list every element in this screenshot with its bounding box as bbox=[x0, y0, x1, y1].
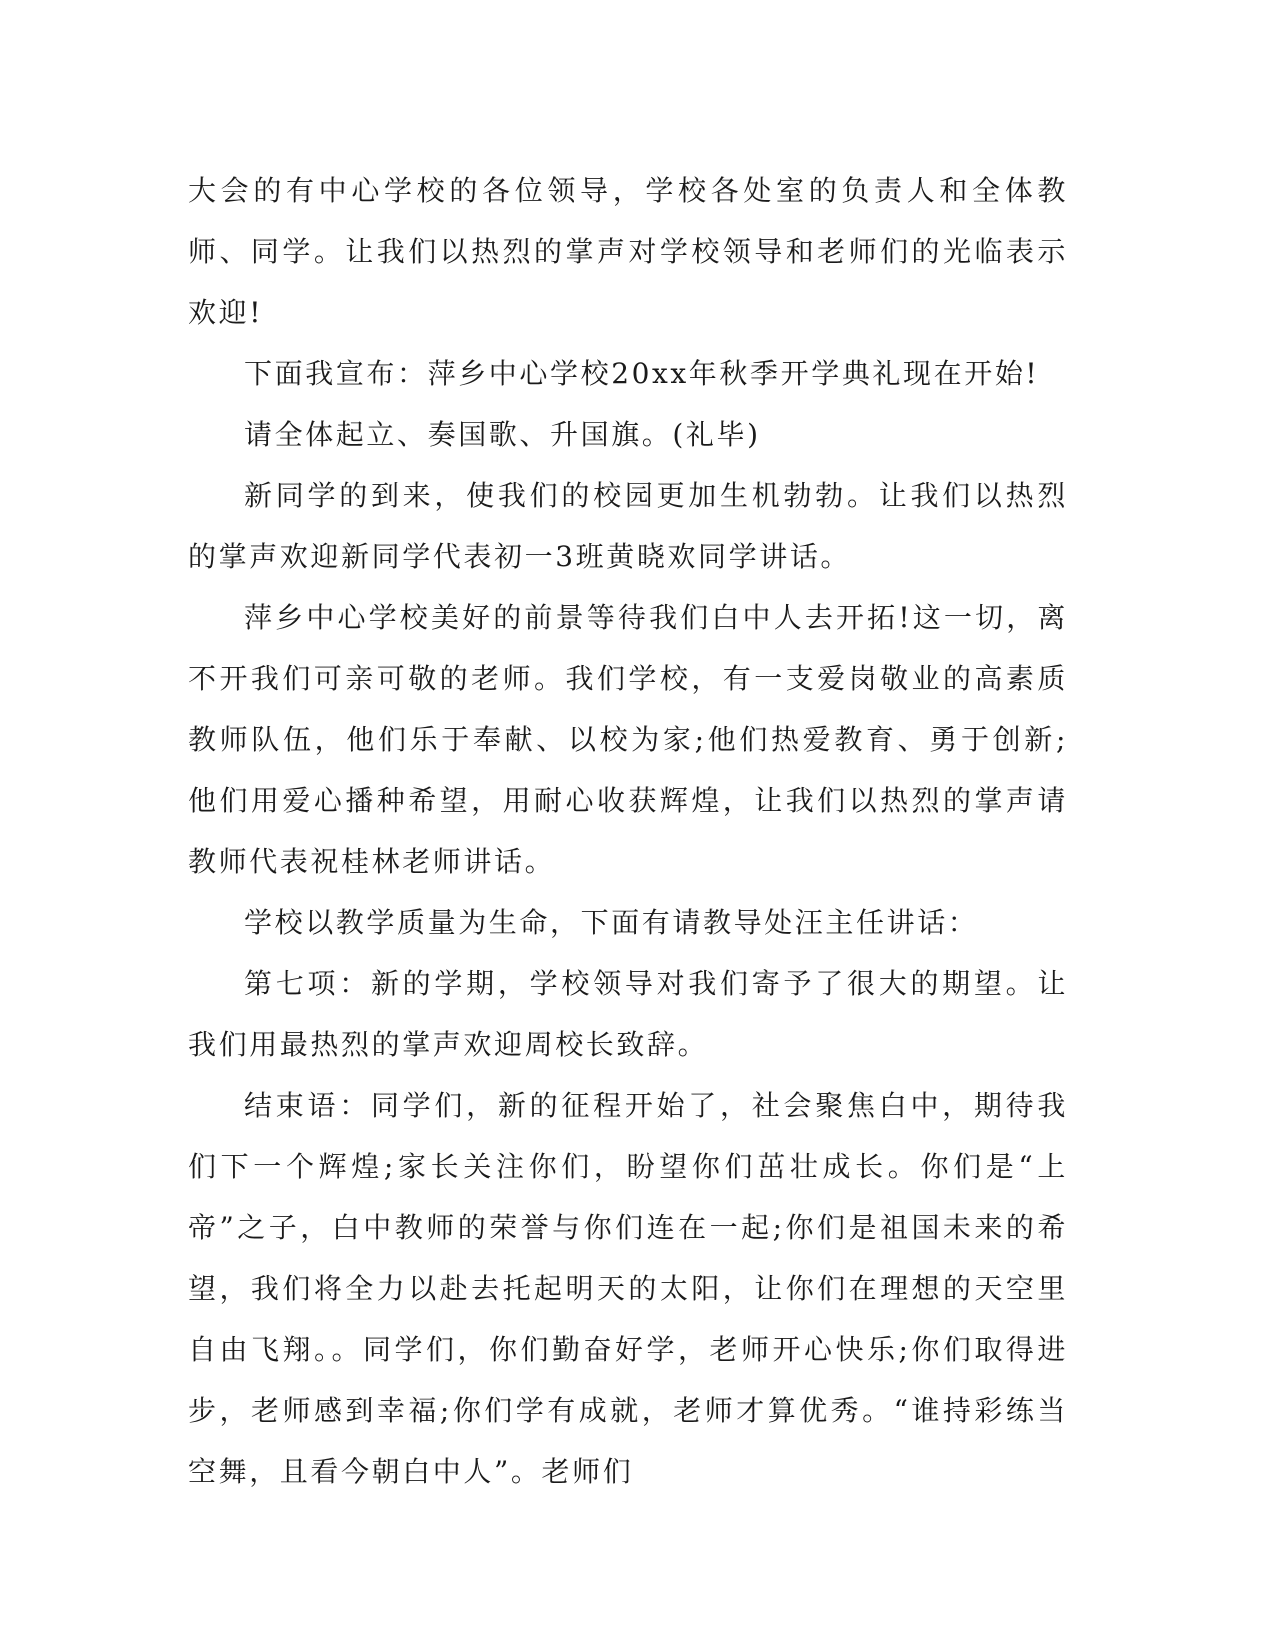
paragraph-anthem: 请全体起立、奏国歌、升国旗。(礼毕) bbox=[244, 418, 761, 451]
paragraph-closing: 结束语：同学们，新的征程开始了，社会聚焦白中，期待我们下一个辉煌;家长关注你们，盼望你们茁壮成长。你们是“上帝”之子，白中教师的荣誉与你们连在一起;你们是祖国未来的希望，我们将全力以赴去托起明天的太阳，让你们在理想的天空里自由飞翔。。同学们，你们勤奋好学，老师开心快乐;你们取得进步，老师感到幸福;你们学有成就，老师才算优秀。“谁持彩练当空舞，且看今朝白中人”。老师们 bbox=[188, 1089, 1068, 1488]
document-body bbox=[188, 160, 1068, 1502]
paragraph-teaching-quality: 学校以教学质量为生命，下面有请教导处汪主任讲话： bbox=[244, 906, 979, 939]
paragraph-teachers: 萍乡中心学校美好的前景等待我们白中人去开拓!这一切，离不开我们可亲可敬的老师。我们学校，有一支爱岗敬业的高素质教师队伍，他们乐于奉献、以校为家;他们热爱教育、勇于创新;他们用爱心播种希望，用耐心收获辉煌，让我们以热烈的掌声请教师代表祝桂林老师讲话。 bbox=[188, 601, 1068, 878]
paragraph-new-students: 新同学的到来，使我们的校园更加生机勃勃。让我们以热烈的掌声欢迎新同学代表初一3班黄晓欢同学讲话。 bbox=[188, 479, 1068, 573]
paragraph-opening: 大会的有中心学校的各位领导，学校各处室的负责人和全体教师、同学。让我们以热烈的掌声对学校领导和老师们的光临表示欢迎! bbox=[188, 174, 1068, 329]
paragraph-item-seven: 第七项：新的学期，学校领导对我们寄予了很大的期望。让我们用最热烈的掌声欢迎周校长致辞。 bbox=[188, 967, 1068, 1061]
paragraph-announcement: 下面我宣布：萍乡中心学校20xx年秋季开学典礼现在开始! bbox=[244, 357, 1040, 390]
